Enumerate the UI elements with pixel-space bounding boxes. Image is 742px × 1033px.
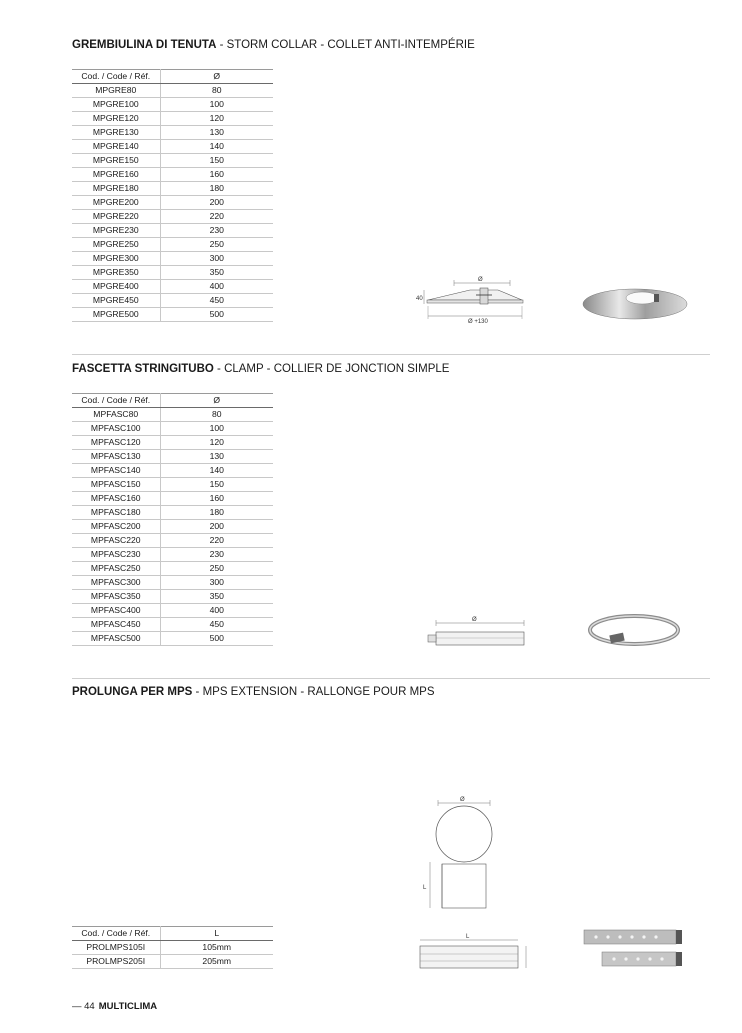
cell-value: 500 <box>160 632 273 646</box>
cell-code: MPGRE250 <box>72 238 160 252</box>
cell-code: MPFASC160 <box>72 492 160 506</box>
table-row <box>72 632 273 646</box>
cell-value: 80 <box>160 84 273 98</box>
table-row <box>72 478 273 492</box>
cell-code: MPGRE220 <box>72 210 160 224</box>
cell-code: MPFASC130 <box>72 450 160 464</box>
table-row <box>72 576 273 590</box>
cell-value: 500 <box>160 308 273 322</box>
cell-value: 250 <box>160 238 273 252</box>
cell-code: MPFASC400 <box>72 604 160 618</box>
table-row <box>72 534 273 548</box>
table-row <box>72 562 273 576</box>
header-code: Cod. / Code / Réf. <box>72 394 160 408</box>
cell-code: MPGRE120 <box>72 112 160 126</box>
page-footer <box>72 1001 157 1012</box>
header-diameter: Ø <box>160 394 273 408</box>
table-row <box>72 252 273 266</box>
cell-value: 150 <box>160 478 273 492</box>
table-clamp <box>72 393 273 646</box>
table-storm-collar <box>72 69 273 322</box>
table-row <box>72 464 273 478</box>
mps-extension-technical-drawing <box>416 792 516 922</box>
cell-code: MPGRE150 <box>72 154 160 168</box>
cell-value: 230 <box>160 548 273 562</box>
cell-code: MPGRE140 <box>72 140 160 154</box>
cell-code: MPGRE160 <box>72 168 160 182</box>
cell-code: MPFASC140 <box>72 464 160 478</box>
cell-value: 220 <box>160 210 273 224</box>
cell-code: MPGRE130 <box>72 126 160 140</box>
cell-value: 400 <box>160 280 273 294</box>
cell-value: 160 <box>160 492 273 506</box>
cell-value: 300 <box>160 576 273 590</box>
mps-extension-bar-drawing <box>414 928 534 974</box>
cell-code: MPFASC180 <box>72 506 160 520</box>
section-divider <box>72 354 710 355</box>
cell-value: 250 <box>160 562 273 576</box>
cell-value: 130 <box>160 450 273 464</box>
cell-code: MPFASC220 <box>72 534 160 548</box>
cell-value: 200 <box>160 520 273 534</box>
clamp-photo <box>584 606 684 652</box>
cell-value: 205mm <box>160 955 273 969</box>
cell-code: PROLMPS205I <box>72 955 160 969</box>
cell-code: MPFASC80 <box>72 408 160 422</box>
brand-name: MULTICLIMA <box>98 1001 158 1012</box>
table-row <box>72 238 273 252</box>
table-row <box>72 450 273 464</box>
cell-code: MPFASC250 <box>72 562 160 576</box>
cell-code: MPGRE500 <box>72 308 160 322</box>
cell-value: 180 <box>160 506 273 520</box>
header-code: Cod. / Code / Réf. <box>72 70 160 84</box>
cell-value: 350 <box>160 590 273 604</box>
cell-code: PROLMPS105I <box>72 941 160 955</box>
cell-value: 130 <box>160 126 273 140</box>
cell-value: 80 <box>160 408 273 422</box>
mps-extension-length-label: L <box>423 885 427 891</box>
cell-value: 120 <box>160 436 273 450</box>
table-row <box>72 140 273 154</box>
header-length: L <box>160 927 273 941</box>
cell-code: MPFASC350 <box>72 590 160 604</box>
section-title-mps-extension: PROLUNGA PER MPS - MPS EXTENSION - RALLONGE POUR MPS <box>72 686 435 698</box>
table-row <box>72 224 273 238</box>
cell-value: 140 <box>160 140 273 154</box>
header-code: Cod. / Code / Réf. <box>72 927 160 941</box>
cell-code: MPFASC230 <box>72 548 160 562</box>
table-row <box>72 154 273 168</box>
cell-code: MPFASC200 <box>72 520 160 534</box>
cell-code: MPGRE180 <box>72 182 160 196</box>
cell-value: 300 <box>160 252 273 266</box>
section-title-clamp: FASCETTA STRINGITUBO - CLAMP - COLLIER DE JONCTION SIMPLE <box>72 363 450 375</box>
section-title-storm-collar: GREMBIULINA DI TENUTA - STORM COLLAR - COLLET ANTI-INTEMPÉRIE <box>72 39 475 51</box>
cell-value: 120 <box>160 112 273 126</box>
table-row <box>72 520 273 534</box>
cell-value: 230 <box>160 224 273 238</box>
table-row <box>72 422 273 436</box>
cell-code: MPFASC150 <box>72 478 160 492</box>
cell-code: MPGRE400 <box>72 280 160 294</box>
table-row <box>72 436 273 450</box>
cell-value: 350 <box>160 266 273 280</box>
cell-code: MPGRE450 <box>72 294 160 308</box>
table-row <box>72 98 273 112</box>
cell-code: MPGRE230 <box>72 224 160 238</box>
cell-value: 160 <box>160 168 273 182</box>
table-row <box>72 590 273 604</box>
cell-code: MPFASC450 <box>72 618 160 632</box>
cell-value: 450 <box>160 618 273 632</box>
table-row <box>72 955 273 969</box>
table-row <box>72 308 273 322</box>
cell-value: 140 <box>160 464 273 478</box>
storm-collar-technical-drawing <box>414 276 534 326</box>
table-row <box>72 182 273 196</box>
table-row <box>72 210 273 224</box>
header-diameter: Ø <box>160 70 273 84</box>
cell-value: 100 <box>160 98 273 112</box>
cell-value: 220 <box>160 534 273 548</box>
cell-code: MPGRE300 <box>72 252 160 266</box>
table-row <box>72 294 273 308</box>
cell-code: MPFASC500 <box>72 632 160 646</box>
table-row <box>72 196 273 210</box>
table-row <box>72 604 273 618</box>
table-row <box>72 168 273 182</box>
table-row <box>72 266 273 280</box>
mps-extension-photo <box>582 926 692 976</box>
clamp-diameter-label: Ø <box>472 617 477 623</box>
cell-code: MPGRE350 <box>72 266 160 280</box>
table-row <box>72 618 273 632</box>
storm-collar-height-label: 40 <box>416 296 423 302</box>
table-row <box>72 112 273 126</box>
cell-code: MPFASC300 <box>72 576 160 590</box>
cell-code: MPFASC100 <box>72 422 160 436</box>
table-row <box>72 84 273 98</box>
mps-extension-bar-length-label: L <box>466 934 470 940</box>
cell-value: 150 <box>160 154 273 168</box>
cell-code: MPGRE100 <box>72 98 160 112</box>
cell-code: MPFASC120 <box>72 436 160 450</box>
table-row <box>72 548 273 562</box>
mps-extension-diameter-label: Ø <box>460 797 465 803</box>
page-number: — 44 <box>72 1001 95 1012</box>
table-mps-extension <box>72 926 273 969</box>
table-row <box>72 506 273 520</box>
table-row <box>72 941 273 955</box>
cell-code: MPGRE80 <box>72 84 160 98</box>
storm-collar-base-label: Ø +130 <box>468 319 488 325</box>
cell-value: 100 <box>160 422 273 436</box>
clamp-technical-drawing <box>426 612 530 652</box>
cell-value: 200 <box>160 196 273 210</box>
table-row <box>72 492 273 506</box>
table-row <box>72 280 273 294</box>
table-row <box>72 408 273 422</box>
storm-collar-diameter-label: Ø <box>478 277 483 283</box>
cell-value: 105mm <box>160 941 273 955</box>
cell-value: 450 <box>160 294 273 308</box>
table-row <box>72 126 273 140</box>
storm-collar-photo <box>580 276 690 326</box>
cell-code: MPGRE200 <box>72 196 160 210</box>
cell-value: 400 <box>160 604 273 618</box>
section-divider <box>72 678 710 679</box>
cell-value: 180 <box>160 182 273 196</box>
